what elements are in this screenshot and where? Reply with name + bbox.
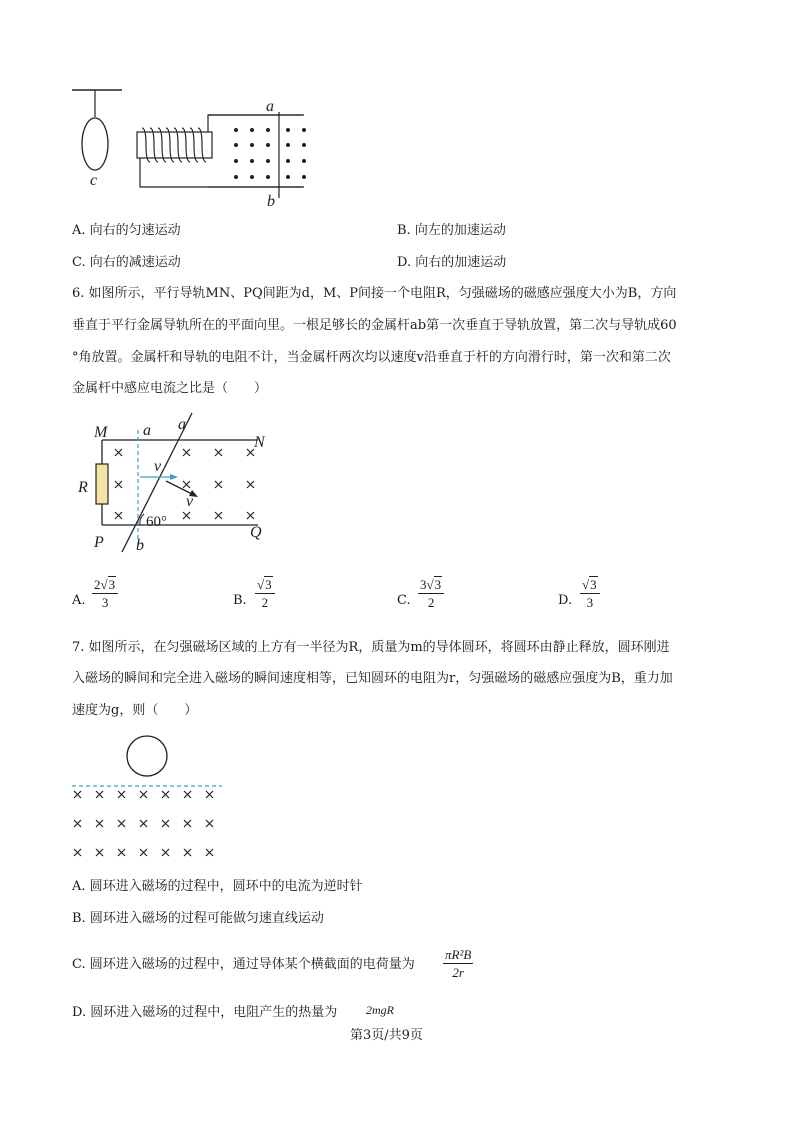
label-b: b <box>136 537 144 554</box>
magnetic-field-dots <box>234 128 306 179</box>
rod-position-2 <box>122 413 192 552</box>
label-c: c <box>90 172 98 189</box>
label-60-degree: 60° <box>146 514 167 530</box>
q5-option-c: C. 向右的减速运动 <box>72 255 181 270</box>
q6-option-d-key: D. <box>558 593 573 608</box>
q6-stem-line1: 6. 如图所示，平行导轨MN、PQ间距为d，M、P间接一个电阻R，匀强磁场的磁感应强度大小为B，方向 <box>72 286 677 301</box>
coil-windings <box>142 128 206 162</box>
q7-option-a: A. 圆环进入磁场的过程中，圆环中的电流为逆时针 <box>72 879 363 894</box>
q6-option-b-fraction: $\frac{√3}{2}$ <box>255 576 275 611</box>
figure-q5 <box>60 85 340 210</box>
q6-option-b-key: B. <box>233 593 247 608</box>
label-a-1: a <box>143 422 151 439</box>
q7-option-d-expression: 2mgR <box>366 1003 394 1017</box>
q7-option-d: D. 圆环进入磁场的过程中，电阻产生的热量为 <box>72 1005 338 1020</box>
label-P: P <box>94 534 104 551</box>
label-a: a <box>266 98 274 115</box>
magnetic-field-crosses <box>115 449 254 519</box>
conducting-ring <box>127 736 167 776</box>
q5-option-d: D. 向右的加速运动 <box>397 255 507 270</box>
solenoid <box>137 132 212 158</box>
label-b: b <box>267 193 275 210</box>
label-a-2: a <box>178 416 186 433</box>
q7-option-c: C. 圆环进入磁场的过程中，通过导体某个横截面的电荷量为 <box>72 957 415 972</box>
resistor-R <box>96 464 108 504</box>
figure-q7 <box>70 730 240 865</box>
q6-stem-line3: °角放置。金属杆和导轨的电阻不计，当金属杆两次均以速度v沿垂直于杆的方向滑行时，第一次和第二次 <box>72 350 671 365</box>
magnetic-field-crosses <box>74 791 213 856</box>
q6-stem-line2: 垂直于平行金属导轨所在的平面向里。一根足够长的金属杆ab第一次垂直于导轨放置，第二次与导轨成60 <box>72 318 677 333</box>
label-v-2: v <box>186 493 194 510</box>
q7-stem-line3: 速度为g，则（ ） <box>72 703 198 718</box>
q7-option-c-fraction: $\frac{\text{πR²B}}{2r}$ <box>445 947 472 980</box>
q6-option-d-fraction: $\frac{√3}{3}$ <box>580 576 600 611</box>
q6-option-a-fraction: $\frac{2√3}{3}$ <box>92 576 118 611</box>
label-N: N <box>254 434 265 451</box>
q6-option-c-key: C. <box>397 593 411 608</box>
figure-q6 <box>70 410 290 560</box>
page-footer: 第3页/共9页 <box>350 1028 423 1043</box>
label-R: R <box>78 479 88 496</box>
q6-option-a-key: A. <box>72 593 86 608</box>
label-M: M <box>94 424 108 441</box>
q6-stem-line4: 金属杆中感应电流之比是（ ） <box>72 381 268 396</box>
metal-ring-c <box>82 118 108 170</box>
q7-stem-line1: 7. 如图所示，在匀强磁场区域的上方有一半径为R，质量为m的导体圆环，将圆环由静止释放，圆环刚进 <box>72 640 670 655</box>
label-Q: Q <box>250 524 262 541</box>
q6-option-c-fraction: $\frac{3√3}{2}$ <box>418 576 444 611</box>
q5-option-b: B. 向左的加速运动 <box>397 223 506 238</box>
label-v-1: v <box>154 458 162 475</box>
q5-option-a: A. 向右的匀速运动 <box>72 223 181 238</box>
q7-stem-line2: 入磁场的瞬间和完全进入磁场的瞬间速度相等，已知圆环的电阻为r，匀强磁场的磁感应强度为B，重力加 <box>72 671 673 686</box>
q7-option-b: B. 圆环进入磁场的过程可能做匀速直线运动 <box>72 911 324 926</box>
